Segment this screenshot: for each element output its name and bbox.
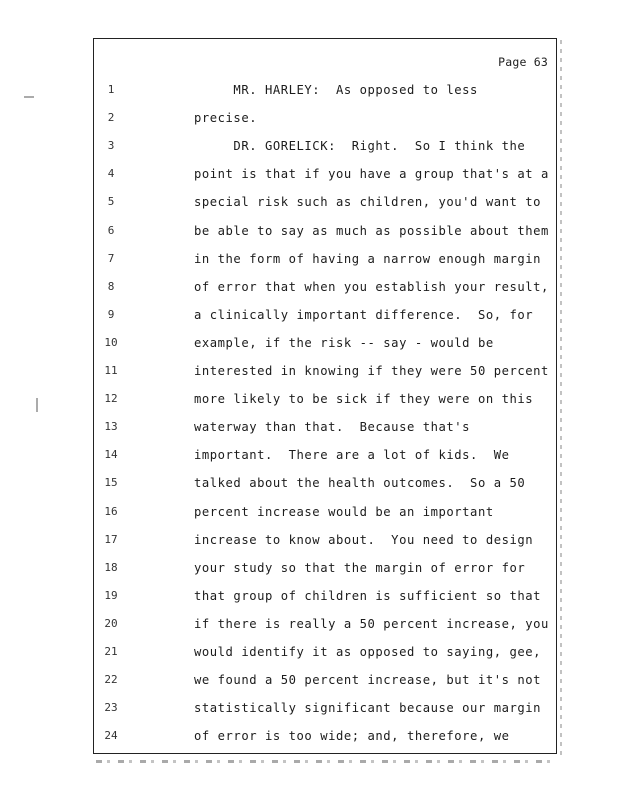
line-text: waterway than that. Because that's <box>194 420 471 435</box>
line-number: 12 <box>104 392 118 406</box>
line-text: increase to know about. You need to design <box>194 532 534 547</box>
line-text: precise. <box>194 111 258 126</box>
transcript-line <box>94 336 556 356</box>
line-number: 6 <box>107 223 115 237</box>
scan-speck <box>24 96 34 98</box>
scan-speck <box>36 398 38 412</box>
transcript-line <box>94 673 556 693</box>
line-text: in the form of having a narrow enough margin <box>194 251 542 266</box>
line-text: a clinically important difference. So, for <box>194 307 534 322</box>
scan-edge-mark <box>560 40 562 755</box>
line-number: 16 <box>104 504 118 518</box>
line-text: talked about the health outcomes. So a 50 <box>194 476 526 491</box>
transcript-line <box>94 139 556 159</box>
transcript-line <box>94 476 556 496</box>
page-number: Page 63 <box>498 55 548 69</box>
scan-bottom-mark <box>96 760 556 763</box>
transcript-line <box>94 701 556 721</box>
transcript-line <box>94 617 556 637</box>
line-text: special risk such as children, you'd want to <box>194 195 542 210</box>
line-text: percent increase would be an important <box>194 504 494 519</box>
line-text: that group of children is sufficient so that <box>194 588 542 603</box>
line-text: your study so that the margin of error for <box>194 560 526 575</box>
transcript-line <box>94 111 556 131</box>
line-number: 15 <box>104 476 118 490</box>
transcript-line <box>94 252 556 272</box>
line-number: 22 <box>104 673 118 687</box>
line-number: 20 <box>104 616 118 630</box>
transcript-line <box>94 729 556 749</box>
transcript-line <box>94 83 556 103</box>
line-text: more likely to be sick if they were on this <box>194 392 534 407</box>
line-number: 4 <box>107 167 115 181</box>
line-text: example, if the risk -- say - would be <box>194 335 494 350</box>
transcript-line <box>94 392 556 412</box>
line-number: 2 <box>107 111 115 125</box>
line-text: important. There are a lot of kids. We <box>194 448 510 463</box>
transcript-line <box>94 224 556 244</box>
line-number: 11 <box>104 364 118 377</box>
line-text: DR. GORELICK: Right. So I think the <box>194 139 526 154</box>
line-number: 21 <box>104 645 118 658</box>
line-number: 24 <box>104 729 118 743</box>
line-text: MR. HARLEY: As opposed to less <box>194 83 478 97</box>
line-text: of error that when you establish your result, <box>194 279 549 294</box>
transcript-page <box>93 38 557 754</box>
line-text: be able to say as much as possible about them <box>194 223 549 238</box>
transcript-line <box>94 448 556 468</box>
transcript-line <box>94 589 556 609</box>
line-number: 17 <box>104 532 118 546</box>
line-text: we found a 50 percent increase, but it's not <box>194 673 542 688</box>
line-number: 10 <box>104 335 118 349</box>
transcript-line <box>94 645 556 665</box>
line-number: 14 <box>104 448 118 462</box>
line-text: of error is too wide; and, therefore, we <box>194 729 510 744</box>
transcript-line <box>94 561 556 581</box>
transcript-line <box>94 195 556 215</box>
line-number: 7 <box>107 251 115 265</box>
line-number: 3 <box>107 139 115 153</box>
transcript-line <box>94 533 556 553</box>
line-text: statistically significant because our margin <box>194 701 542 716</box>
line-number: 8 <box>107 279 115 293</box>
line-number: 9 <box>107 307 115 321</box>
line-number: 1 <box>107 83 115 96</box>
line-text: if there is really a 50 percent increase, you <box>194 616 549 631</box>
line-number: 13 <box>104 420 118 434</box>
line-text: point is that if you have a group that's at a <box>194 167 549 182</box>
transcript-line <box>94 364 556 384</box>
line-text: interested in knowing if they were 50 percent <box>194 364 549 378</box>
line-number: 5 <box>107 195 115 209</box>
transcript-line <box>94 167 556 187</box>
transcript-line <box>94 505 556 525</box>
transcript-line <box>94 308 556 328</box>
transcript-line <box>94 420 556 440</box>
transcript-line <box>94 280 556 300</box>
line-number: 18 <box>104 560 118 574</box>
line-text: would identify it as opposed to saying, gee, <box>194 645 542 659</box>
line-number: 19 <box>104 588 118 602</box>
line-number: 23 <box>104 701 118 715</box>
